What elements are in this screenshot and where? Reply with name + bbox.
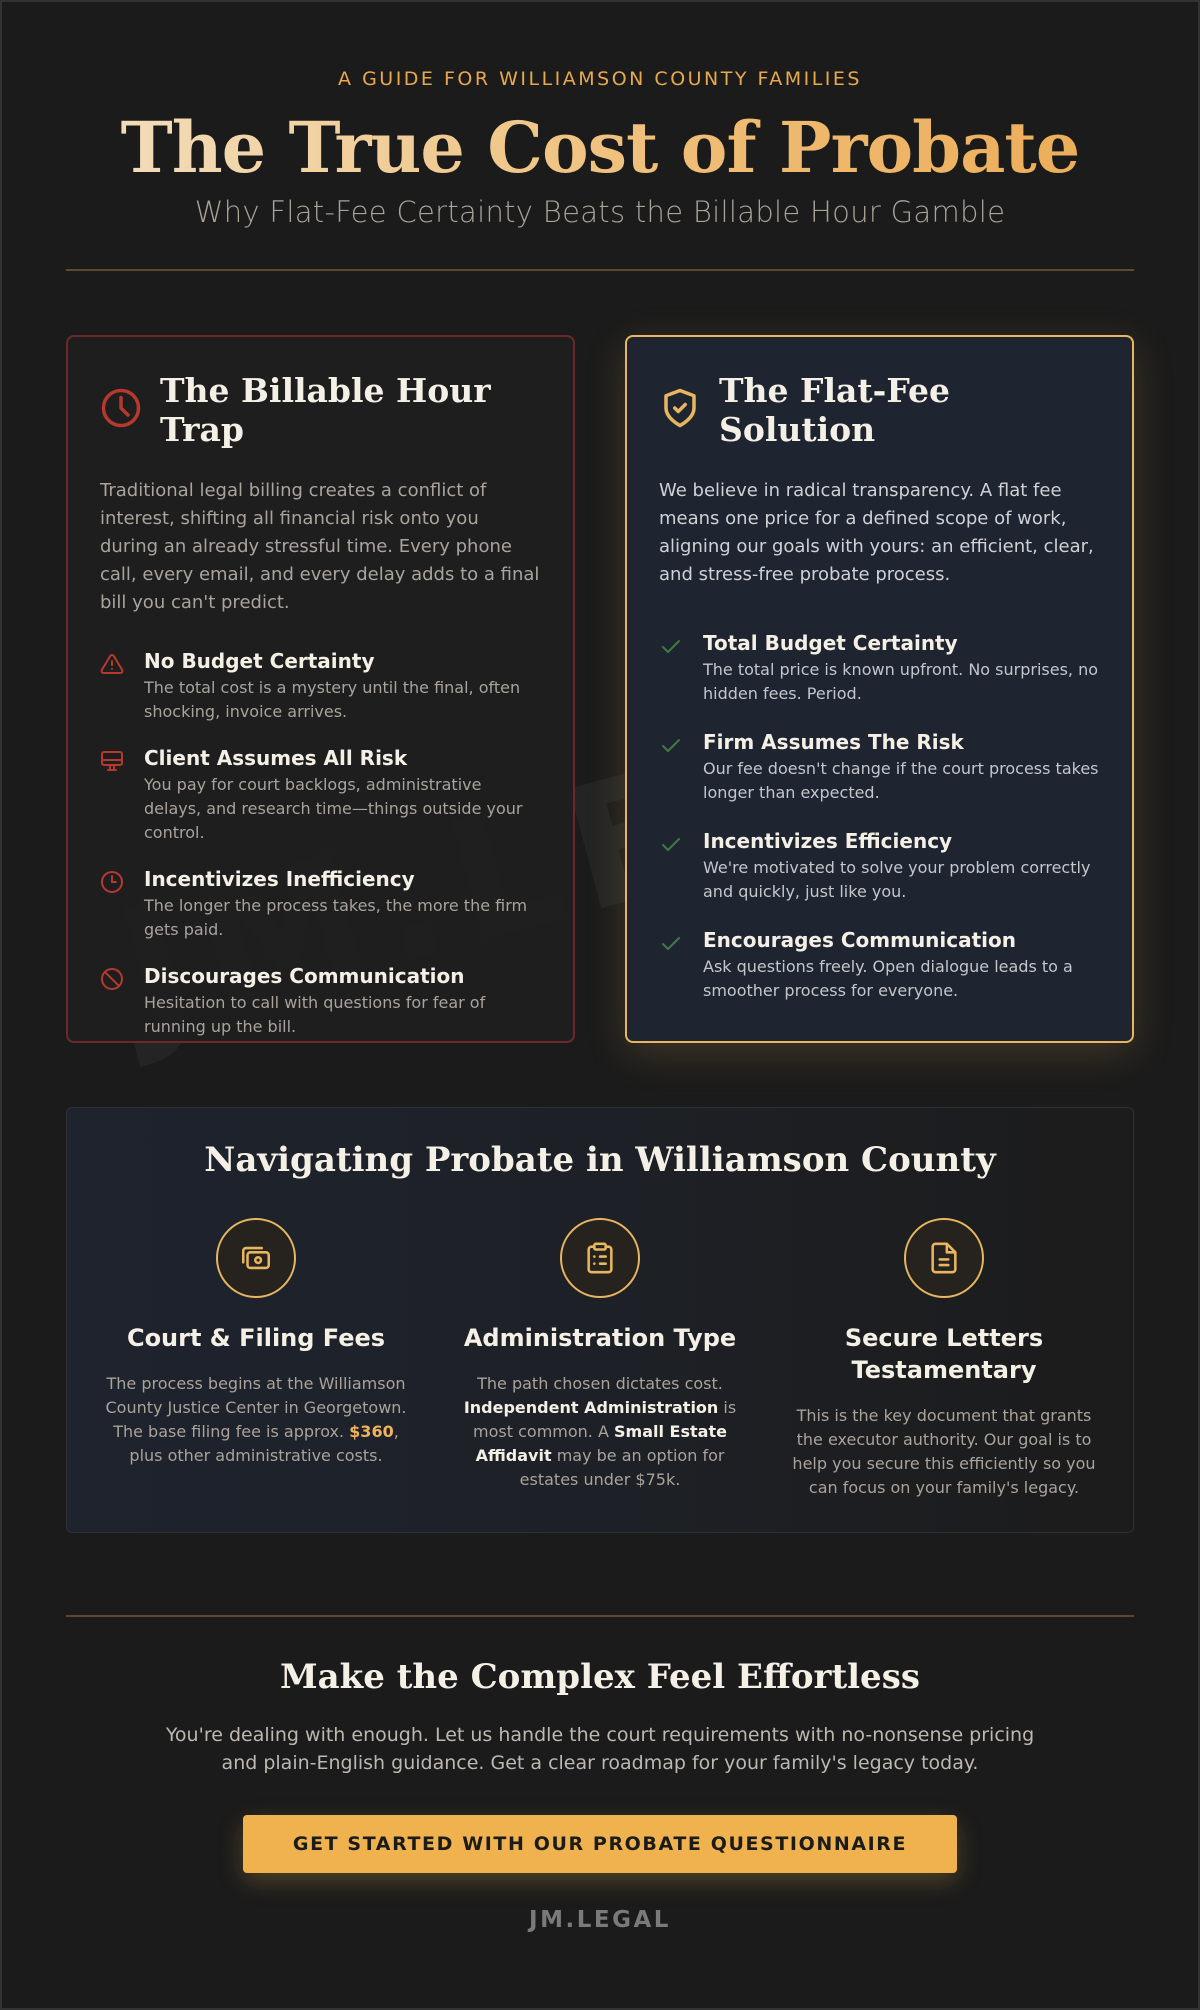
list-item — [100, 867, 541, 942]
check-icon — [659, 928, 685, 1003]
eyebrow-text: A GUIDE FOR WILLIAMSON COUNTY FAMILIES — [338, 68, 862, 90]
monitor-icon — [100, 746, 126, 845]
page-header — [0, 0, 1200, 229]
column-title: Secure Letters Testamentary — [844, 1324, 1044, 1384]
divider — [66, 269, 1134, 271]
navigating-probate-section — [66, 1107, 1134, 1533]
clock-icon — [100, 867, 126, 942]
billable-hour-card — [66, 335, 575, 1043]
item-title: Total Budget Certainty — [703, 631, 958, 655]
page-subtitle: Why Flat-Fee Certainty Beats the Billable Hour Gamble — [194, 195, 1006, 229]
check-icon — [659, 730, 685, 805]
item-text: The total cost is a mystery until the final, often shocking, invoice arrives. — [144, 678, 521, 721]
info-column-administration — [445, 1218, 755, 1500]
cta-title: Make the Complex Feel Effortless — [280, 1657, 920, 1697]
item-title: No Budget Certainty — [144, 649, 375, 673]
list-item — [100, 964, 541, 1039]
warning-triangle-icon — [100, 649, 126, 724]
clipboard-icon — [560, 1218, 640, 1298]
list-item — [100, 649, 541, 724]
column-title: Administration Type — [463, 1324, 737, 1352]
column-text: This is the key document that grants the executor authority. Our goal is to help you secure this efficiently so you can focus on your family's legacy. — [792, 1406, 1096, 1497]
brand-logo: JM.LEGAL — [529, 1907, 671, 1933]
card-header — [659, 371, 1100, 449]
item-title: Incentivizes Inefficiency — [144, 867, 415, 891]
solution-list — [659, 631, 1100, 1003]
item-text: Our fee doesn't change if the court process takes longer than expected. — [703, 759, 1099, 802]
check-icon — [659, 829, 685, 904]
item-text: Hesitation to call with questions for fear of running up the bill. — [144, 993, 486, 1036]
card-title: The Flat-Fee Solution — [719, 371, 950, 449]
list-item — [659, 928, 1100, 1003]
card-intro: Traditional legal billing creates a conflict of interest, shifting all financial risk onto you during an already stressful time. Every phone call, every email, and every delay adds to a final bill you can't predict. — [100, 480, 540, 613]
info-column-fees — [101, 1218, 411, 1500]
item-title: Incentivizes Efficiency — [703, 829, 953, 853]
ban-icon — [100, 964, 126, 1039]
item-title: Client Assumes All Risk — [144, 746, 408, 770]
clock-icon — [100, 387, 142, 433]
flat-fee-card — [625, 335, 1134, 1043]
item-text: You pay for court backlogs, administrative delays, and research time—things outside your control. — [144, 775, 523, 842]
list-item — [659, 631, 1100, 706]
info-columns — [67, 1218, 1133, 1500]
list-item — [659, 829, 1100, 904]
divider — [66, 1615, 1134, 1617]
page-title: The True Cost of Probate — [120, 106, 1080, 189]
column-title: Court & Filing Fees — [126, 1324, 386, 1352]
filing-fee-price: $360 — [349, 1422, 394, 1441]
cta-text: You're dealing with enough. Let us handle the court requirements with no-nonsense pricing and plain-English guidance. Get a clear roadmap for your family's legacy today. — [165, 1724, 1035, 1774]
column-text: The path chosen dictates cost. Independent Administration is most common. A Small Estate Affidavit may be an option for estates under $75k. — [463, 1374, 737, 1489]
document-icon — [904, 1218, 984, 1298]
comparison-cards — [66, 335, 1134, 1043]
trap-list — [100, 649, 541, 1039]
item-title: Firm Assumes The Risk — [703, 730, 964, 754]
shield-check-icon — [659, 387, 701, 433]
section-title: Navigating Probate in Williamson County — [204, 1140, 996, 1180]
card-title: The Billable Hour Trap — [160, 371, 491, 449]
item-title: Discourages Communication — [144, 964, 465, 988]
item-text: The longer the process takes, the more the firm gets paid. — [144, 896, 528, 939]
item-title: Encourages Communication — [703, 928, 1017, 952]
info-column-letters — [789, 1218, 1099, 1500]
money-icon — [216, 1218, 296, 1298]
item-text: Ask questions freely. Open dialogue leads to a smoother process for everyone. — [703, 957, 1073, 1000]
item-text: The total price is known upfront. No surprises, no hidden fees. Period. — [703, 660, 1099, 703]
card-intro: We believe in radical transparency. A flat fee means one price for a defined scope of work, aligning our goals with yours: an efficient, clear, and stress-free probate process. — [659, 480, 1094, 585]
item-text: We're motivated to solve your problem correctly and quickly, just like you. — [703, 858, 1091, 901]
questionnaire-button[interactable]: GET STARTED WITH OUR PROBATE QUESTIONNAIRE — [243, 1815, 957, 1873]
list-item — [100, 746, 541, 845]
cta-section — [0, 1657, 1200, 1933]
list-item — [659, 730, 1100, 805]
column-text: The process begins at the Williamson County Justice Center in Georgetown. The base filing fee is approx. $360, plus other administrative costs. — [105, 1374, 407, 1465]
check-icon — [659, 631, 685, 706]
card-header — [100, 371, 541, 449]
